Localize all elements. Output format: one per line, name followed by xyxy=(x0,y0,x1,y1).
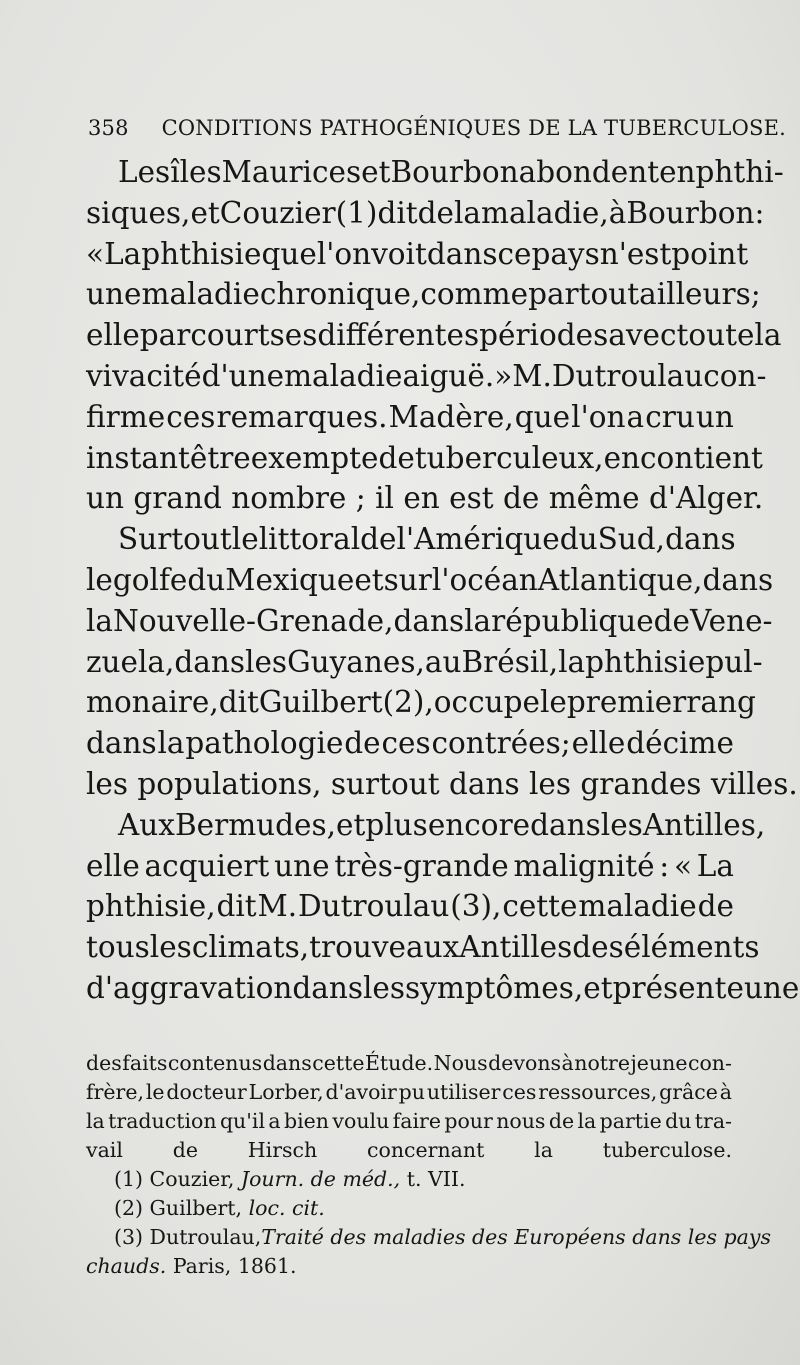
footnote-continuation-line: la traduction qu'il a bien voulu faire pour nous de la partie du tra- xyxy=(86,1109,732,1133)
footnote-1-author: (1) Couzier, xyxy=(114,1167,235,1191)
body-text-line: siques, et Couzier (1) dit de la maladie, à Bourbon : xyxy=(86,195,765,230)
body-text-line: un grand nombre ; il en est de même d'Alger. xyxy=(86,481,764,516)
body-text-line: d'aggravation dans les symptômes, et présente une xyxy=(86,970,800,1005)
body-text-line: dans la pathologie de ces contrées; elle décime xyxy=(86,726,734,761)
footnote-continuation-line: frère, le docteur Lorber, d'avoir pu utiliser ces ressources, grâce à xyxy=(86,1080,732,1104)
body-text-line: Les îles Maurices et Bourbon abondent en phthi- xyxy=(118,155,784,189)
body-text-line: monaire, dit Guilbert (2), occupe le premier rang xyxy=(86,685,756,720)
body-text-line: phthisie, dit M. Dutroulau (3), cette maladie de xyxy=(86,889,734,924)
footnote-3-work-continued: chauds. xyxy=(86,1254,167,1278)
body-text-line: elle parcourt ses différentes périodes avec toute la xyxy=(86,318,782,353)
running-header xyxy=(88,116,786,140)
footnote-continuation-line: vail de Hirsch concernant la tuberculose. xyxy=(86,1138,732,1162)
body-text-line: instant être exempte de tuberculeux, en contient xyxy=(86,440,763,475)
footnote-2 xyxy=(86,1194,732,1223)
footnote-continuation xyxy=(86,1049,732,1165)
running-title: CONDITIONS PATHOGÉNIQUES DE LA TUBERCULOSE. xyxy=(161,116,786,140)
footnote-1-detail: t. VII. xyxy=(406,1167,466,1191)
footnote-1-work: Journ. de méd., xyxy=(240,1167,401,1191)
footnote-3-work: Traité des maladies des Européens dans les pays xyxy=(261,1225,771,1249)
body-text-line: la Nouvelle-Grenade, dans la république de Vene- xyxy=(86,603,773,638)
page-number: 358 xyxy=(88,116,129,140)
body-text-line: « La phthisie que l'on voit dans ce pays n'est point xyxy=(86,236,749,271)
footnote-continuation-line: des faits contenus dans cette Étude. Nous devons à notre jeune con- xyxy=(86,1051,732,1075)
body-text-line: le golfe du Mexique et sur l'océan Atlantique, dans xyxy=(86,562,774,597)
body-text-line: firme ces remarques. Madère, que l'on a cru un xyxy=(86,399,734,434)
body-text-line: une maladie chronique, comme partout ailleurs; xyxy=(86,277,761,312)
body-text-line: zuela, dans les Guyanes, au Brésil, la phthisie pul- xyxy=(86,644,763,679)
footnote-2-work: loc. cit. xyxy=(248,1196,325,1220)
footnote-3-detail: Paris, 1861. xyxy=(172,1254,297,1278)
main-text xyxy=(86,152,800,1009)
footnote-1 xyxy=(86,1165,732,1194)
body-text-line: vivacité d'une maladie aiguë. » M. Dutroulau con- xyxy=(86,358,767,393)
footnote-3 xyxy=(86,1223,771,1252)
footnote-3-author: (3) Dutroulau, xyxy=(114,1225,262,1249)
body-text-line: Sur tout le littoral de l'Amérique du Sud, dans xyxy=(118,522,736,557)
footnotes xyxy=(86,1049,771,1281)
body-text-line: elle acquiert une très-grande malignité : « La xyxy=(86,848,734,883)
footnote-2-author: (2) Guilbert, xyxy=(114,1196,243,1220)
body-text-line: Aux Bermudes, et plus encore dans les Antilles, xyxy=(118,807,766,842)
body-text-line: tous les climats, trouve aux Antilles des éléments xyxy=(86,930,760,965)
body-text-line: les populations, surtout dans les grandes villes. xyxy=(86,766,798,801)
footnote-3-continued xyxy=(86,1252,732,1281)
